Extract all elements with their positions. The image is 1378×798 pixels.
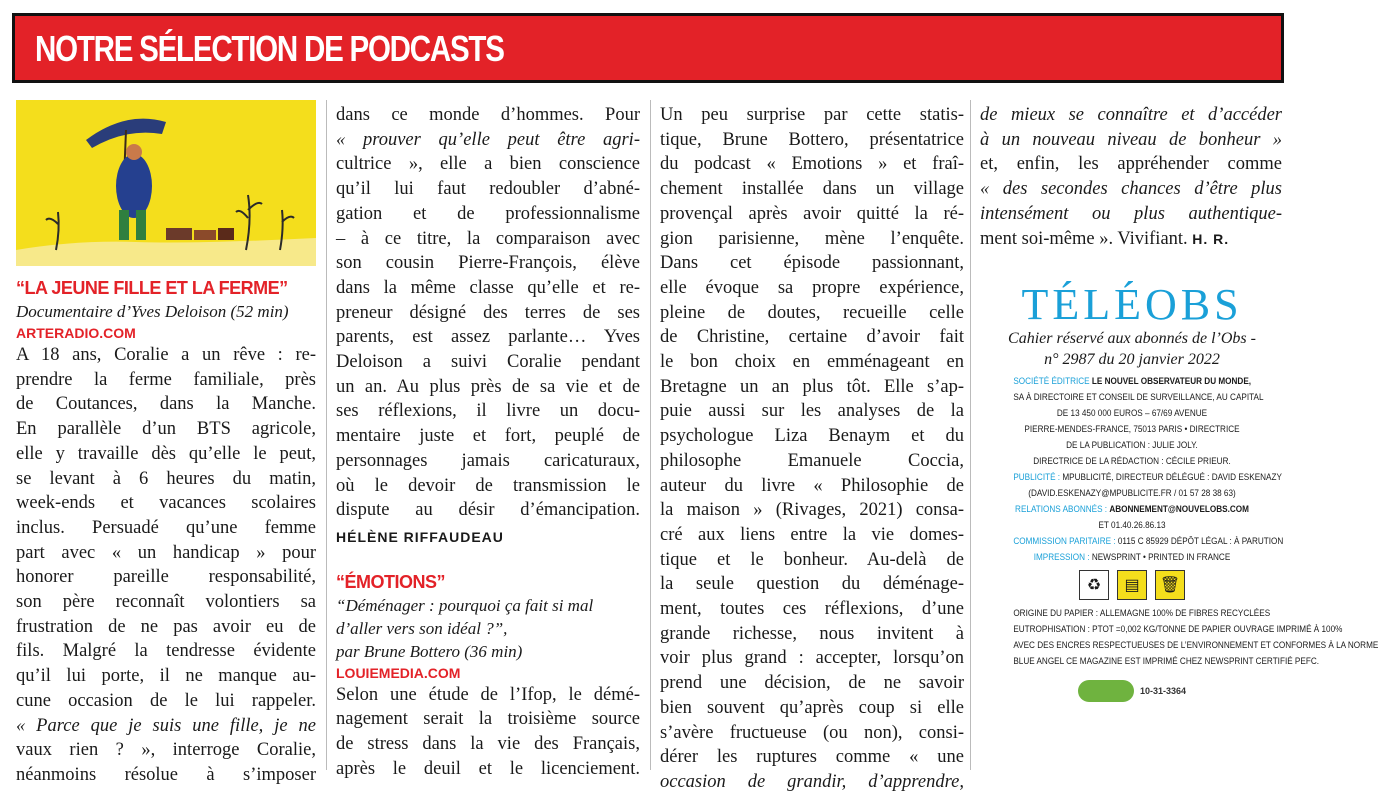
text-line: « prouver qu’elle peut être agri- [336,129,640,150]
column-2 [336,103,640,781]
text-line: bien souvent qu’après coup si elle [660,697,964,718]
text-line: – à ce titre, la comparaison avec [336,228,640,249]
text-line: ment soi-même ». Vivifiant. [980,228,1188,249]
text-line: son cousin Pierre-François, élève [336,253,640,274]
text-line: la maison » (Rivages, 2021) consa- [660,500,964,521]
text-line-with-signature [980,227,1282,252]
subtitle-line: par Brune Bottero (36 min) [336,641,523,661]
teleobs-logo: TÉLÉOBS [1021,280,1243,329]
text-line: vaux rien ? », interroge Coralie, [16,740,316,761]
imprint-line: ET 01.40.26.86.13 [1098,520,1166,531]
text-line: de Coutances, dans la Manche. [16,394,316,415]
text-line: où le devoir de transmission le [336,475,640,496]
text-line: cune occasion de le lui rappeler. [16,690,316,711]
podcast-2-link[interactable]: LOUIEMEDIA.COM [336,664,461,681]
text-line: dérer les ruptures comme « une [660,747,964,768]
paper-origin-line: AVEC DES ENCRES RESPECTUEUSES DE L’ENVIRONNEMENT ET CONFORMES À LA NORME [1013,640,1378,651]
teleobs-subtitle: Cahier réservé aux abonnés de l’Obs - [1008,330,1256,347]
text-line: de stress dans la vie des Français, [336,734,640,755]
imprint-line: SOCIÉTÉ ÉDITRICE LE NOUVEL OBSERVATEUR DU MONDE, [1013,376,1252,387]
podcast-2-title: “ÉMOTIONS” [336,571,446,592]
text-line: et, enfin, les appréhender comme [980,154,1282,175]
imprint-line: PIERRE-MENDES-FRANCE, 75013 PARIS • DIRECTRICE [1024,424,1240,435]
text-line: A 18 ans, Coralie a un rêve : re- [16,345,316,365]
text-line: à un nouveau niveau de bonheur » [980,129,1282,150]
text-line: frustration de ne pas avoir eu de [16,616,316,637]
text-line: auteur du livre « Philosophie de [660,475,964,496]
section-banner [12,13,1284,83]
text-line: occasion de grandir, d’apprendre, [660,771,964,792]
text-line: week-ends et vacances scolaires [16,493,316,514]
text-line: qu’il lui faut redoubler d’abné- [336,179,640,200]
text-line: « des secondes chances d’être plus [980,179,1282,200]
text-line: fils. Malgré la tendresse évidente [16,641,316,662]
text-line: gation et de professionnalisme [336,203,640,224]
signature: HÉLÈNE RIFFAUDEAU [336,528,504,545]
text-line: En parallèle d’un BTS agricole, [16,419,316,440]
text-line: prend une décision, de ne savoir [660,673,964,694]
teleobs-issue: n° 2987 du 20 janvier 2022 [1044,351,1220,368]
text-line: inclus. Persuadé qu’une femme [16,517,316,538]
text-line: « Parce que je suis une fille, je ne [16,715,316,736]
text-line: cré aux liens entre la vie domes- [660,524,964,545]
text-line: Selon une étude de l’Ifop, le démé- [336,684,640,705]
text-line: cultrice », elle a bien conscience [336,154,640,175]
imprint-line: SA À DIRECTOIRE ET CONSEIL DE SURVEILLANCE, AU CAPITAL [1013,392,1264,403]
imprint-line: DIRECTRICE DE LA RÉDACTION : CÉCILE PRIEUR. [1033,456,1231,467]
text-line: elle y travaille dès qu’elle le peut, [16,443,316,464]
imprint-line: RELATIONS ABONNÉS : ABONNEMENT@NOUVELOBS.COM [1015,504,1249,515]
subtitle-line: “Déménager : pourquoi ça fait si mal [336,595,594,615]
pefc-logo [1078,680,1134,702]
text-line: ses réflexions, il livre un docu- [336,401,640,422]
text-line: se levant à 6 heures du matin, [16,468,316,489]
pefc-certification [994,680,1270,702]
text-line: dans ce monde d’hommes. Pour [336,105,640,125]
column-divider [650,100,651,770]
imprint-line: DE LA PUBLICATION : JULIE JOLY. [1066,440,1198,451]
imprint-line: DE 13 450 000 EUROS – 67/69 AVENUE [1056,408,1208,419]
text-line: puie aussi sur les analyses de la [660,401,964,422]
text-line: elle évoque sa propre expérience, [660,277,964,298]
text-line: preneur désigné des terres de ses [336,302,640,323]
teleobs-imprint [994,280,1378,702]
text-line: nagement serait la troisième source [336,709,640,730]
podcast-2-subtitle [336,594,640,663]
column-4 [980,103,1282,251]
text-line: Deloison a suivi Coralie pendant [336,352,640,373]
imprint-line: PUBLICITÉ : MPUBLICITÉ, DIRECTEUR DÉLÉGUÉ : DAVID ESKENAZY [1013,472,1282,483]
text-line: provençal après avoir quitté la ré- [660,203,964,224]
text-line: pleine de doutes, recueille celle [660,302,964,323]
signature: H. R. [1192,230,1230,247]
text-line: tique et le bonheur. Au-delà de [660,549,964,570]
text-line: prendre la ferme familiale, près [16,369,316,390]
text-line: tique, Brune Bottero, présentatrice [660,129,964,150]
article-body-col2 [336,103,640,523]
text-line: de mieux se connaître et d’accéder [980,105,1282,125]
column-divider [326,100,327,770]
imprint-line: IMPRESSION : NEWSPRINT • PRINTED IN FRANCE [1033,552,1231,563]
podcast-1-link[interactable]: ARTERADIO.COM [16,325,136,341]
podcast-1-subtitle: Documentaire d’Yves Deloison (52 min) [16,302,289,321]
article-body-col1 [16,343,316,788]
text-line: chement installée dans un village [660,179,964,200]
text-line: parents, est assez parlante… Yves [336,327,640,348]
text-line: s’avère fructueuse (ou non), consi- [660,722,964,743]
text-line: du podcast « Emotions » et fraî- [660,154,964,175]
imprint-line: (DAVID.ESKENAZY@MPUBLICITE.FR / 01 57 28 38 63) [1028,488,1236,499]
text-line: qu’il lui porte, il ne manque au- [16,666,316,687]
text-line: néanmoins résolue à s’imposer [16,764,316,785]
text-line: grande richesse, nous invitent à [660,623,964,644]
text-line: le bon choix en emménageant en [660,352,964,373]
text-line: son père reconnaît volontiers sa [16,592,316,613]
text-line: Bretagne un an plus tôt. Elle s’ap- [660,376,964,397]
paper-origin-line: EUTROPHISATION : PTOT =0,002 KG/TONNE DE PAPIER OUVRAGE IMPRIMÉ À 100% [1013,624,1343,635]
text-line: voir plus grand : accepter, lorsqu’on [660,648,964,669]
pefc-code: 10-31-3364 [1139,686,1187,696]
text-line: la seule question du déménage- [660,574,964,595]
recycle-bin-icon: 🗑 [1155,570,1185,600]
recycle-icon: ♻ [1079,570,1109,600]
text-line: ment, toutes ces réflexions, d’une [660,599,964,620]
farmer-umbrella-illustration [16,100,316,266]
text-line: Dans cet épisode passionnant, [660,253,964,274]
text-line: gion parisienne, mène l’enquête. [660,228,964,249]
text-line: après le deuil et le licenciement. [336,758,640,779]
column-1 [16,100,316,788]
podcast-1-title: “LA JEUNE FILLE ET LA FERME” [16,278,288,298]
text-line: philosophe Emanuele Coccia, [660,450,964,471]
text-line: dans la même classe qu’elle et re- [336,277,640,298]
text-line: dispute au désir d’émancipation. [336,500,640,521]
section-title: NOTRE SÉLECTION DE PODCASTS [35,28,504,69]
eco-icons [994,570,1270,600]
text-line: part avec « un handicap » pour [16,542,316,563]
text-line: honorer pareille responsabilité, [16,567,316,588]
text-line: un an. Au plus près de sa vie et de [336,376,640,397]
text-line: personnages jamais caricaturaux, [336,450,640,471]
text-line: intensément ou plus authentique- [980,203,1282,224]
paper-icon: ▤ [1117,570,1147,600]
text-line: de Christine, certaine d’avoir fait [660,327,964,348]
paper-origin-line: ORIGINE DU PAPIER : ALLEMAGNE 100% DE FIBRES RECYCLÉES [1013,608,1271,619]
column-3 [660,103,964,795]
column-divider [970,100,971,770]
text-line: mentaire juste et fort, peuplé de [336,426,640,447]
imprint-line: COMMISSION PARITAIRE : 0115 C 85929 DÉPÔT LÉGAL : À PARUTION [1013,536,1284,547]
text-line: Un peu surprise par cette statis- [660,105,964,125]
article-body-col2-b [336,683,640,782]
text-line: psychologue Liza Benaym et du [660,426,964,447]
subtitle-line: d’aller vers son idéal ?”, [336,618,508,638]
paper-origin-line: BLUE ANGEL CE MAGAZINE EST IMPRIMÉ CHEZ NEWSPRINT CERTIFIÉ PEFC. [1013,656,1319,667]
